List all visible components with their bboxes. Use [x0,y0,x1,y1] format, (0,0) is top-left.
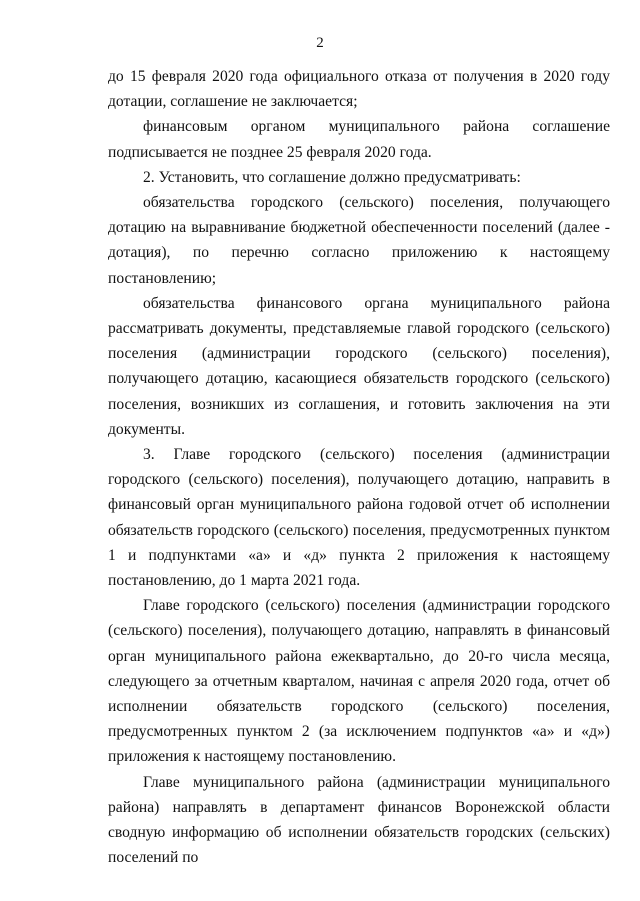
paragraph-5: обязательства финансового органа муниципального района рассматривать документы, представляемые главой городского (сельского) поселения (администрации городского (сельского) поселения), получающего дотацию, касающиеся обязательств городского (сельского) поселения, возникших из соглашения, и готовить заключения на эти документы. [108,294,610,438]
document-body [108,64,610,871]
paragraph-8: Главе муниципального района (администрации муниципального района) направлять в департамент финансов Воронежской области сводную информацию об исполнении обязательств городских (сельских) поселений по [108,773,610,867]
paragraph-3: 2. Установить, что соглашение должно предусматривать: [143,168,521,186]
page-number: 2 [316,35,324,51]
paragraph-4: обязательства городского (сельского) поселения, получающего дотацию на выравнивание бюджетной обеспеченности поселений (далее - дотация), по перечню согласно приложению к настоящему постановлению; [108,194,610,287]
paragraph-1: до 15 февраля 2020 года официального отказа от получения в 2020 году дотации, соглашение не заключается; [108,68,610,111]
paragraph-7: Главе городского (сельского) поселения (администрации городского (сельского) поселения), получающего дотацию, направлять в финансовый орган муниципального района ежеквартально, до 20-го числа месяца, следующего за отчетным кварталом, начиная с апреля 2020 года, отчет об исполнении обязательств городского (сельского) поселения, предусмотренных пунктом 2 (за исключением подпунктов «а» и «д») приложения к настоящему постановлению. [108,597,610,766]
paragraph-2: финансовым органом муниципального района соглашение подписывается не позднее 25 февраля 2020 года. [108,118,610,161]
paragraph-6: 3. Главе городского (сельского) поселения (администрации городского (сельского) поселения), получающего дотацию, направить в финансовый орган муниципального района годовой отчет об исполнении обязательств городского (сельского) поселения, предусмотренных пунктом 1 и подпунктами «а» и «д» пункта 2 приложения к настоящему постановлению, до 1 марта 2021 года. [108,446,610,590]
